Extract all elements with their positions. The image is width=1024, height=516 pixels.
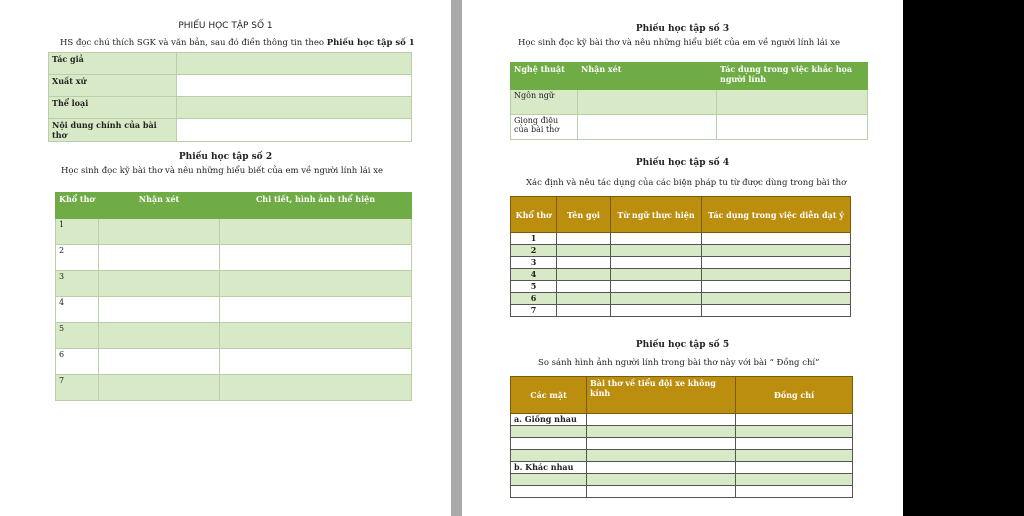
answer-cell[interactable]: [587, 462, 736, 474]
table-row: [56, 297, 412, 323]
sheet3-title: Phiếu học tập số 3: [635, 24, 730, 34]
row-label: Xuất xứ: [49, 75, 177, 97]
row-label: 2: [56, 245, 99, 271]
sheet3-instruction: Học sinh đọc kỹ bài thơ và nêu những hiểu biết của em về người lính lái xe: [518, 38, 841, 48]
column-header: Đồng chí: [736, 377, 853, 414]
row-label: 6: [511, 293, 557, 305]
answer-cell[interactable]: [557, 257, 611, 269]
table-row: [511, 462, 853, 474]
column-header: Tác dụng trong việc diễn đạt ý: [702, 197, 851, 233]
answer-cell[interactable]: [702, 233, 851, 245]
answer-cell[interactable]: [220, 219, 412, 245]
answer-cell[interactable]: [736, 486, 853, 498]
table-row: [511, 438, 853, 450]
answer-cell[interactable]: [702, 293, 851, 305]
answer-cell[interactable]: [736, 414, 853, 426]
sheet1-instruction: [60, 38, 415, 48]
sheet4-table: [510, 196, 851, 317]
row-label: 4: [56, 297, 99, 323]
sheet2-table: [55, 192, 412, 401]
answer-cell[interactable]: [557, 305, 611, 317]
answer-cell[interactable]: [702, 269, 851, 281]
row-label: b. Khác nhau: [511, 462, 587, 474]
table-row: [56, 375, 412, 401]
table-row: [511, 90, 868, 115]
row-label: [511, 438, 587, 450]
answer-cell[interactable]: [736, 450, 853, 462]
answer-cell[interactable]: [99, 323, 220, 349]
answer-cell[interactable]: [587, 414, 736, 426]
answer-cell[interactable]: [220, 245, 412, 271]
answer-cell[interactable]: [99, 297, 220, 323]
sheet1-table: [48, 52, 412, 142]
table-row: [511, 426, 853, 438]
answer-cell[interactable]: [220, 271, 412, 297]
answer-cell[interactable]: [611, 305, 702, 317]
column-header: Chi tiết, hình ảnh thể hiện: [220, 193, 412, 219]
answer-cell[interactable]: [99, 219, 220, 245]
answer-cell[interactable]: [177, 97, 412, 119]
table-row: [511, 414, 853, 426]
sheet5-instruction: So sánh hình ảnh người lính trong bài thơ này với bài “ Đồng chí”: [538, 358, 820, 368]
table-row: [511, 486, 853, 498]
table-row: [511, 269, 851, 281]
table-row: [56, 349, 412, 375]
table-row: [49, 53, 412, 75]
row-label: 7: [56, 375, 99, 401]
answer-cell[interactable]: [557, 245, 611, 257]
column-header: Bài thơ về tiểu đội xe không kính: [587, 377, 736, 414]
answer-cell[interactable]: [587, 438, 736, 450]
answer-cell[interactable]: [702, 257, 851, 269]
sheet1-instruction-bold: Phiếu học tập số 1: [326, 38, 415, 48]
answer-cell[interactable]: [717, 90, 868, 115]
sheet1-title: PHIẾU HỌC TẬP SỐ 1: [178, 21, 273, 31]
row-label: Nội dung chính của bài thơ: [49, 119, 177, 142]
sheet3-table: [510, 62, 868, 140]
answer-cell[interactable]: [736, 426, 853, 438]
table-row: [56, 323, 412, 349]
answer-cell[interactable]: [578, 115, 717, 140]
column-header: Khổ thơ: [56, 193, 99, 219]
answer-cell[interactable]: [736, 438, 853, 450]
answer-cell[interactable]: [99, 245, 220, 271]
document-page-left: [0, 0, 451, 516]
answer-cell[interactable]: [736, 474, 853, 486]
sheet5-title: Phiếu học tập số 5: [635, 340, 730, 350]
answer-cell[interactable]: [220, 323, 412, 349]
answer-cell[interactable]: [557, 281, 611, 293]
row-label: 5: [511, 281, 557, 293]
table-row: [511, 450, 853, 462]
row-label: [511, 450, 587, 462]
table-row: [511, 305, 851, 317]
row-label: [511, 486, 587, 498]
answer-cell[interactable]: [702, 245, 851, 257]
row-label: 4: [511, 269, 557, 281]
row-label: 7: [511, 305, 557, 317]
row-label: a. Giống nhau: [511, 414, 587, 426]
answer-cell[interactable]: [702, 305, 851, 317]
table-row: [511, 245, 851, 257]
answer-cell[interactable]: [220, 349, 412, 375]
table-row: [511, 474, 853, 486]
table-row: [511, 233, 851, 245]
table-row: [49, 119, 412, 142]
document-page-right: [462, 0, 903, 516]
row-label: [511, 426, 587, 438]
answer-cell[interactable]: [717, 115, 868, 140]
row-label: [511, 474, 587, 486]
answer-cell[interactable]: [587, 486, 736, 498]
answer-cell[interactable]: [611, 293, 702, 305]
sheet5-table: [510, 376, 853, 498]
table-row: [56, 271, 412, 297]
sheet2-instruction: Học sinh đọc kỹ bài thơ và nêu những hiểu biết của em về người lính lái xe: [61, 166, 384, 176]
row-label: 3: [511, 257, 557, 269]
sheet1-instruction-text: HS đọc chú thích SGK và văn bản, sau đó điền thông tin theo: [60, 38, 324, 48]
answer-cell[interactable]: [557, 233, 611, 245]
row-label: 2: [511, 245, 557, 257]
answer-cell[interactable]: [611, 269, 702, 281]
row-label: 6: [56, 349, 99, 375]
column-header: Nhận xét: [99, 193, 220, 219]
column-header: Tác dụng trong việc khắc họa người lính: [717, 63, 868, 90]
row-label: Giọng điệu của bài thơ: [511, 115, 578, 140]
answer-cell[interactable]: [587, 426, 736, 438]
table-row: [511, 115, 868, 140]
column-header: Tên gọi: [557, 197, 611, 233]
answer-cell[interactable]: [736, 462, 853, 474]
sheet4-instruction: Xác định và nêu tác dụng của các biện pháp tu từ được dùng trong bài thơ: [526, 178, 847, 188]
answer-cell[interactable]: [557, 293, 611, 305]
answer-cell[interactable]: [220, 375, 412, 401]
sheet2-title: Phiếu học tập số 2: [178, 152, 273, 162]
table-row: [56, 245, 412, 271]
answer-cell[interactable]: [611, 281, 702, 293]
table-row: [49, 97, 412, 119]
column-header: Các mặt: [511, 377, 587, 414]
table-row: [511, 281, 851, 293]
answer-cell[interactable]: [99, 375, 220, 401]
answer-cell[interactable]: [220, 297, 412, 323]
column-header: Nghệ thuật: [511, 63, 578, 90]
row-label: Thể loại: [49, 97, 177, 119]
table-row: [511, 257, 851, 269]
answer-cell[interactable]: [99, 271, 220, 297]
row-label: 1: [511, 233, 557, 245]
answer-cell[interactable]: [557, 269, 611, 281]
answer-cell[interactable]: [587, 450, 736, 462]
answer-cell[interactable]: [578, 90, 717, 115]
answer-cell[interactable]: [587, 474, 736, 486]
answer-cell[interactable]: [702, 281, 851, 293]
answer-cell[interactable]: [177, 119, 412, 142]
answer-cell[interactable]: [611, 233, 702, 245]
table-row: [49, 75, 412, 97]
answer-cell[interactable]: [177, 53, 412, 75]
sheet4-title: Phiếu học tập số 4: [635, 158, 730, 168]
answer-cell[interactable]: [99, 349, 220, 375]
column-header: Nhận xét: [578, 63, 717, 90]
column-header: Từ ngữ thực hiện: [611, 197, 702, 233]
row-label: 3: [56, 271, 99, 297]
answer-cell[interactable]: [177, 75, 412, 97]
row-label: Ngôn ngữ: [511, 90, 578, 115]
table-row: [511, 293, 851, 305]
column-header: Khổ thơ: [511, 197, 557, 233]
row-label: 5: [56, 323, 99, 349]
row-label: 1: [56, 219, 99, 245]
row-label: Tác giả: [49, 53, 177, 75]
answer-cell[interactable]: [611, 245, 702, 257]
answer-cell[interactable]: [611, 257, 702, 269]
table-row: [56, 219, 412, 245]
